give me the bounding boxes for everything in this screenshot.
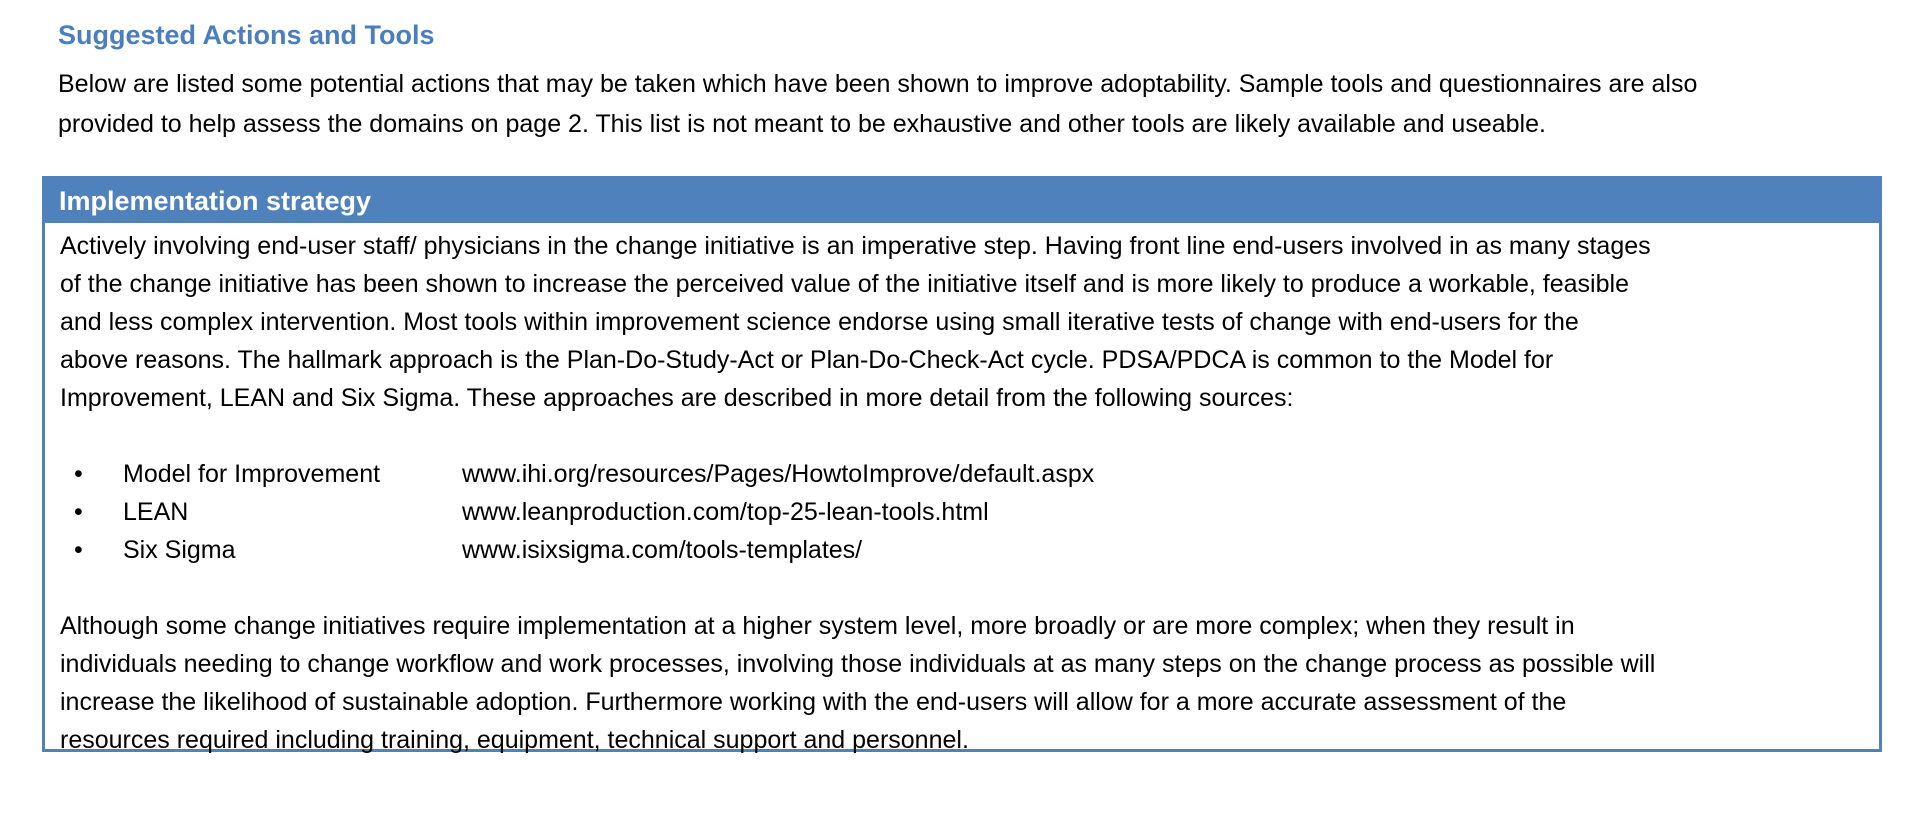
paragraph-line: above reasons. The hallmark approach is the Plan-Do-Study-Act or Plan-Do-Check-Act cycle. PDSA/PDCA is common to the Model for — [60, 346, 1554, 374]
source-name: Six Sigma — [123, 536, 236, 564]
box-header: Implementation strategy — [45, 179, 1879, 223]
blank-line — [60, 417, 1870, 455]
source-name: LEAN — [123, 498, 189, 526]
intro-line: Below are listed some potential actions that may be taken which have been shown to improve adoptability. Sample tools and questionnaires are also — [58, 70, 1698, 98]
paragraph-line: Improvement, LEAN and Six Sigma. These approaches are described in more detail from the following sources: — [60, 384, 1294, 412]
paragraph-line: increase the likelihood of sustainable adoption. Furthermore working with the end-users will allow for a more accurate assessment of the — [60, 688, 1567, 716]
paragraph-line: and less complex intervention. Most tools within improvement science endorse using small iterative tests of change with end-users for the — [60, 308, 1579, 336]
source-name: Model for Improvement — [123, 460, 381, 488]
list-item — [60, 493, 1870, 531]
paragraph-line: Actively involving end-user staff/ physicians in the change initiative is an imperative step. Having front line end-users involved in as many stages — [60, 232, 1651, 260]
paragraph-line: individuals needing to change workflow and work processes, involving those individuals at as many steps on the change process as possible will — [60, 650, 1656, 678]
intro-line: provided to help assess the domains on page 2. This list is not meant to be exhaustive and other tools are likely available and useable. — [58, 110, 1546, 138]
list-item — [60, 455, 1870, 493]
paragraph-involvement — [60, 227, 1870, 417]
bullet-icon: • — [74, 498, 83, 526]
implementation-strategy-box — [42, 176, 1882, 752]
sources-list — [60, 455, 1870, 569]
paragraph-line: Although some change initiatives require implementation at a higher system level, more broadly or are more complex; when they result in — [60, 612, 1575, 640]
blank-line — [60, 569, 1870, 607]
source-url: www.isixsigma.com/tools-templates/ — [462, 536, 863, 564]
bullet-icon: • — [74, 460, 83, 488]
source-url: www.ihi.org/resources/Pages/HowtoImprove/default.aspx — [462, 460, 1095, 488]
list-item — [60, 531, 1870, 569]
section-heading: Suggested Actions and Tools — [58, 20, 435, 50]
intro-paragraph — [58, 64, 1918, 144]
paragraph-line: resources required including training, equipment, technical support and personnel. — [60, 726, 969, 754]
bullet-icon: • — [74, 536, 83, 564]
box-body — [60, 227, 1870, 759]
paragraph-adoption — [60, 607, 1870, 759]
paragraph-line: of the change initiative has been shown to increase the perceived value of the initiative itself and is more likely to produce a workable, feasible — [60, 270, 1629, 298]
source-url: www.leanproduction.com/top-25-lean-tools.html — [462, 498, 989, 526]
